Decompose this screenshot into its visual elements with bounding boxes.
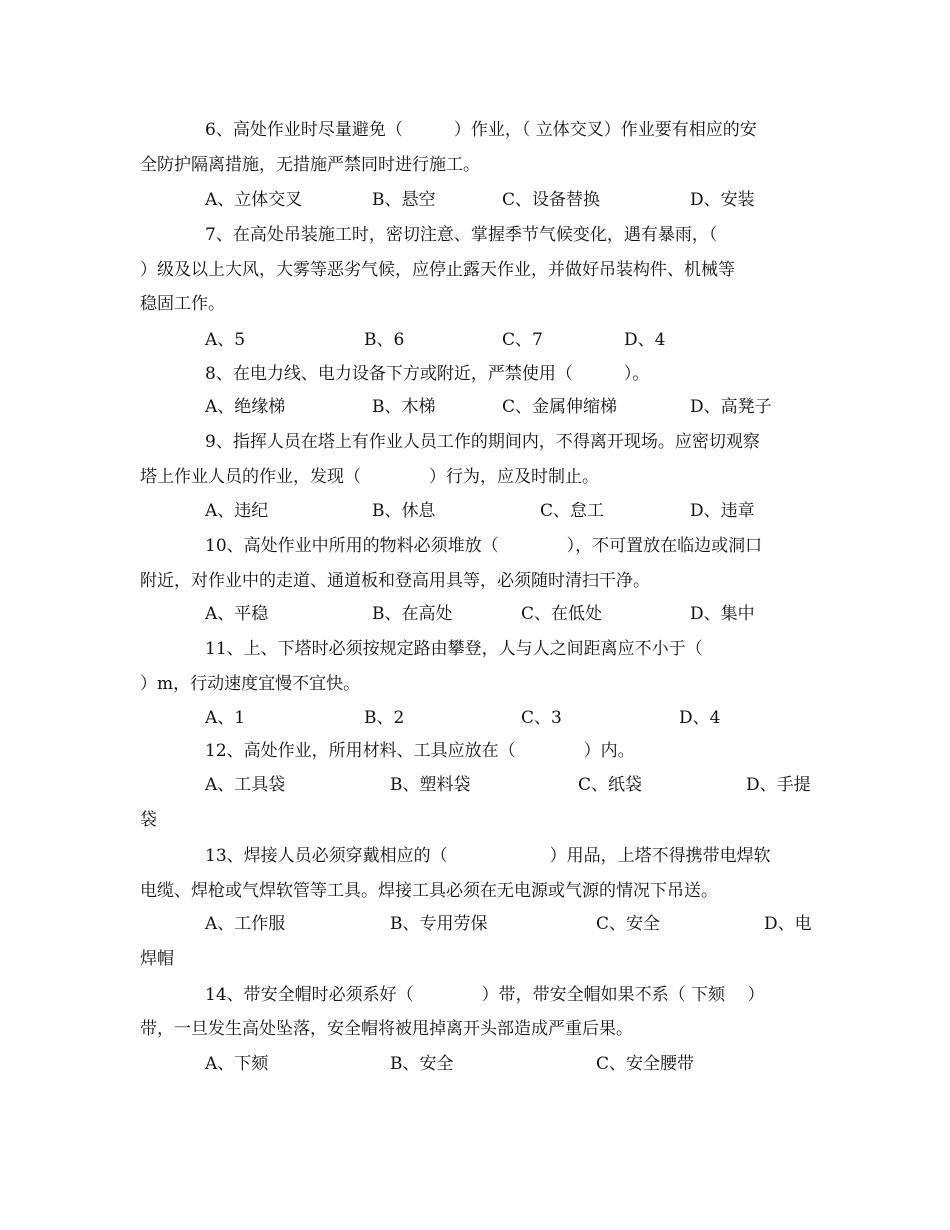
question-6-line-2: 全防护隔离措施，无措施严禁同时进行施工。 (140, 155, 480, 175)
question-9-option-c: C、怠工 (540, 501, 605, 521)
question-13-option-a: A、工作服 (205, 914, 286, 934)
question-13-option-d-wrap: 焊帽 (140, 949, 174, 969)
question-11-option-d: D、4 (679, 708, 721, 728)
question-12-option-c: C、纸袋 (578, 775, 643, 795)
question-7-option-b: B、6 (364, 330, 405, 350)
question-7-option-d: D、4 (624, 330, 666, 350)
question-10-option-c: C、在低处 (521, 604, 603, 624)
question-13-line-1: 13、焊接人员必须穿戴相应的（ ）用品，上塔不得携带电焊软 (205, 846, 771, 866)
question-14-option-b: B、安全 (390, 1054, 454, 1074)
question-7-option-a: A、5 (205, 330, 246, 350)
question-11-option-b: B、2 (364, 708, 405, 728)
question-11-option-c: C、3 (521, 708, 562, 728)
question-14-option-c: C、安全腰带 (596, 1054, 695, 1074)
question-8-option-c: C、金属伸缩梯 (502, 397, 618, 417)
question-6-option-b: B、悬空 (372, 190, 436, 210)
question-14-option-a: A、下颏 (205, 1054, 269, 1074)
question-14-line-2: 带，一旦发生高处坠落，安全帽将被甩掉离开头部造成严重后果。 (140, 1019, 633, 1039)
question-11-line-2: ）m，行动速度宜慢不宜快。 (140, 674, 361, 694)
question-9-line-2: 塔上作业人员的作业，发现（ ）行为，应及时制止。 (140, 467, 599, 487)
question-10-line-1: 10、高处作业中所用的物料必须堆放（ ），不可置放在临边或洞口 (205, 536, 763, 556)
question-12-line-1: 12、高处作业，所用材料、工具应放在（ ）内。 (205, 741, 635, 761)
question-13-option-d: D、电 (764, 914, 812, 934)
question-9-line-1: 9、指挥人员在塔上有作业人员工作的期间内，不得离开现场。应密切观察 (205, 432, 760, 452)
question-6-option-d: D、安装 (690, 190, 755, 210)
question-9-option-a: A、违纪 (205, 501, 269, 521)
question-8-option-d: D、高凳子 (690, 397, 772, 417)
question-12-option-a: A、工具袋 (205, 775, 286, 795)
question-7-option-c: C、7 (502, 330, 543, 350)
question-6-option-c: C、设备替换 (502, 190, 601, 210)
question-6-option-a: A、立体交叉 (205, 190, 303, 210)
question-11-option-a: A、1 (205, 708, 246, 728)
question-7-line-3: 稳固工作。 (140, 294, 225, 314)
question-13-option-b: B、专用劳保 (390, 914, 488, 934)
question-14-line-1: 14、带安全帽时必须系好（ ）带，带安全帽如果不系（ 下颏 ） (205, 985, 765, 1005)
question-10-option-a: A、平稳 (205, 604, 269, 624)
question-10-line-2: 附近，对作业中的走道、通道板和登高用具等，必须随时清扫干净。 (140, 571, 650, 591)
question-12-option-d: D、手提 (746, 775, 811, 795)
question-8-line-1: 8、在电力线、电力设备下方或附近，严禁使用（ ）。 (205, 364, 650, 384)
question-9-option-d: D、违章 (690, 501, 755, 521)
question-10-option-d: D、集中 (690, 604, 755, 624)
question-6-line-1: 6、高处作业时尽量避免（ ）作业，（ 立体交叉）作业要有相应的安 (205, 120, 757, 140)
question-13-line-2: 电缆、焊枪或气焊软管等工具。焊接工具必须在无电源或气源的情况下吊送。 (140, 881, 718, 901)
question-7-line-2: ）级及以上大风，大雾等恶劣气候，应停止露天作业，并做好吊装构件、机械等 (140, 260, 735, 280)
question-12-option-b: B、塑料袋 (390, 775, 471, 795)
question-12-option-d-wrap: 袋 (140, 810, 157, 830)
question-7-line-1: 7、在高处吊装施工时，密切注意、掌握季节气候变化，遇有暴雨，（ (205, 225, 718, 245)
question-11-line-1: 11、上、下塔时必须按规定路由攀登，人与人之间距离应不小于（ (205, 639, 703, 659)
question-13-option-c: C、安全 (596, 914, 661, 934)
question-8-option-b: B、木梯 (372, 397, 436, 417)
question-10-option-b: B、在高处 (372, 604, 453, 624)
question-8-option-a: A、绝缘梯 (205, 397, 286, 417)
question-9-option-b: B、休息 (372, 501, 436, 521)
